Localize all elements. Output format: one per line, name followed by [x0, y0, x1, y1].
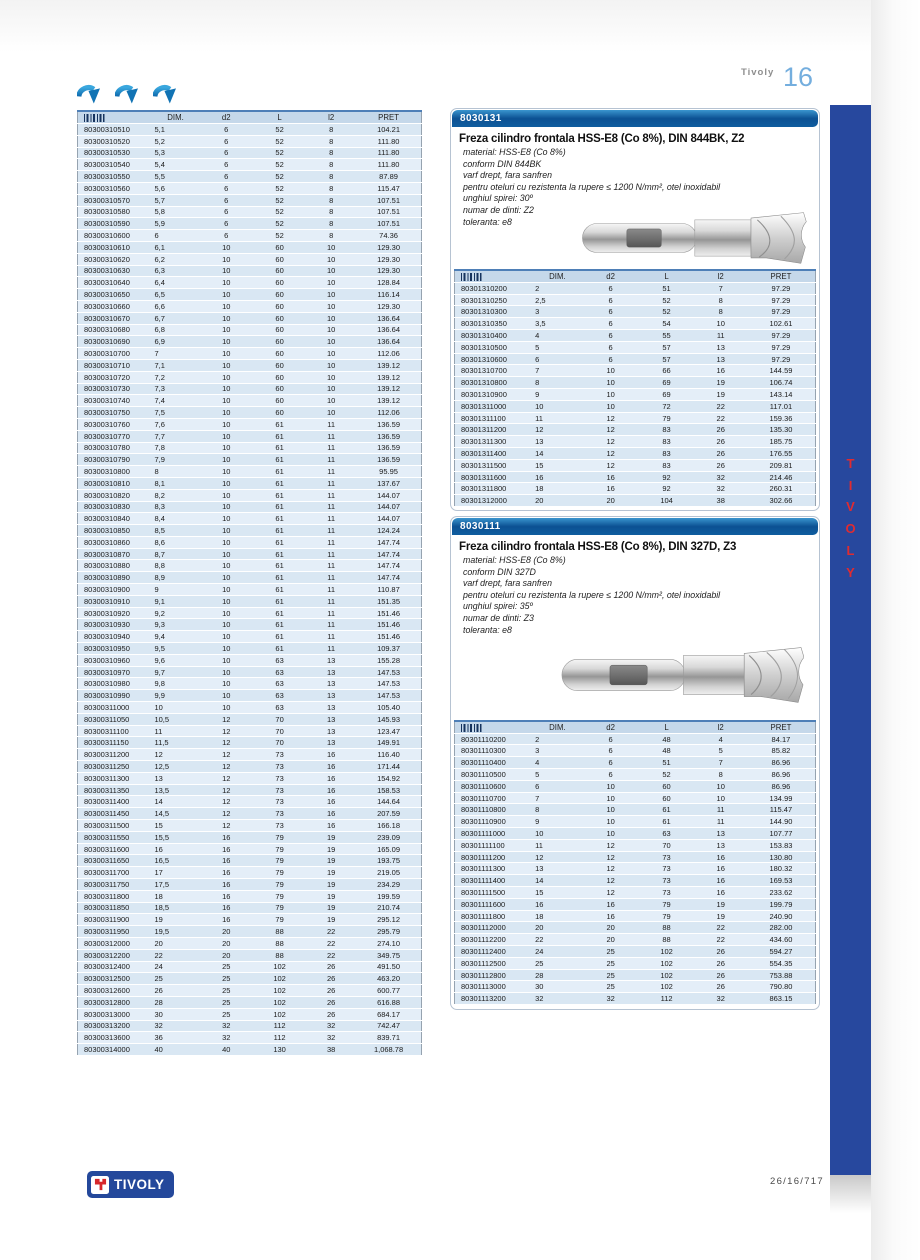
- table-row: 80300312200 22 20 88 22 349.75: [78, 949, 422, 961]
- table-row: 80300310730 7,3 10 60 10 139.12: [78, 383, 422, 395]
- table-row: 80301312000 20 20 104 38 302.66: [455, 495, 816, 507]
- col-l2: l2: [695, 721, 747, 734]
- table-row: 80300310710 7,1 10 60 10 139.12: [78, 359, 422, 371]
- col-l: L: [639, 270, 695, 283]
- table-row: 80300311550 15,5 16 79 19 239.09: [78, 831, 422, 843]
- table-row: 80301111400 14 12 73 16 169.53: [455, 875, 816, 887]
- table-row: 80300310910 9,1 10 61 11 151.35: [78, 595, 422, 607]
- sidebar-letter: Y: [846, 564, 855, 580]
- curved-down-arrow-icon: [77, 84, 100, 107]
- table-row: 80300310820 8,2 10 61 11 144.07: [78, 489, 422, 501]
- table-row: 80300310950 9,5 10 61 11 109.37: [78, 643, 422, 655]
- tivoly-logo: [87, 1171, 174, 1198]
- table-row: 80300310810 8,1 10 61 11 137.67: [78, 477, 422, 489]
- top-arrows-group: [77, 84, 176, 107]
- table-row: 80300311700 17 16 79 19 219.05: [78, 867, 422, 879]
- table-row: 80301110300 3 6 48 5 85.82: [455, 745, 816, 757]
- table-row: 80300310680 6,8 10 60 10 136.64: [78, 324, 422, 336]
- description-line: numar de dinti: Z2: [463, 204, 534, 215]
- end-mill-cutter-image: [569, 209, 817, 267]
- description-line: pentru oteluri cu rezistenta la rupere ≤ 1200 N/mm², otel inoxidabil: [463, 181, 721, 192]
- table-row: 80300311950 19,5 20 88 22 295.79: [78, 926, 422, 938]
- table-row: 80301311600 16 16 92 32 214.46: [455, 471, 816, 483]
- table-row: 80300310560 5,6 6 52 8 115.47: [78, 182, 422, 194]
- sidebar-letter: L: [846, 542, 855, 558]
- table-row: 80301310800 8 10 69 19 106.74: [455, 377, 816, 389]
- description-line: conform DIN 844BK: [463, 158, 542, 169]
- table-row: 80301111800 18 16 79 19 240.90: [455, 910, 816, 922]
- sidebar-letter: T: [846, 456, 855, 471]
- table-row: 80300310830 8,3 10 61 11 144.07: [78, 501, 422, 513]
- table-row: 80300310620 6,2 10 60 10 129.30: [78, 253, 422, 265]
- page-number: 16: [783, 62, 814, 92]
- table-row: 80300310970 9,7 10 63 13 147.53: [78, 666, 422, 678]
- curved-down-arrow-icon: [115, 84, 138, 107]
- table-row: 80300311150 11,5 12 70 13 149.91: [78, 737, 422, 749]
- description-line: material: HSS-E8 (Co 8%): [463, 147, 566, 157]
- table-row: 80300310610 6,1 10 60 10 129.30: [78, 241, 422, 253]
- table-row: 80301110800 8 10 61 11 115.47: [455, 804, 816, 816]
- table-header-row: [78, 111, 422, 124]
- table-row: 80301310350 3,5 6 54 10 102.61: [455, 318, 816, 330]
- barcode-icon: [461, 273, 483, 281]
- side-bar-shadow: [830, 1175, 871, 1213]
- table-row: 80301110900 9 10 61 11 144.90: [455, 816, 816, 828]
- table-row: 80300313600 36 32 112 32 839.71: [78, 1032, 422, 1044]
- table-row: 80301311800 18 16 92 32 260.31: [455, 483, 816, 495]
- tivoly-logo-text: TIVOLY: [114, 1177, 165, 1192]
- table-row: 80301110600 6 10 60 10 86.96: [455, 780, 816, 792]
- table-row: 80300310770 7,7 10 61 11 136.59: [78, 430, 422, 442]
- table-row: 80300310650 6,5 10 60 10 116.14: [78, 289, 422, 301]
- section-code-bar: 8030111: [452, 518, 818, 535]
- table-row: 80300311100 11 12 70 13 123.47: [78, 725, 422, 737]
- table-row: 80300310670 6,7 10 60 10 136.64: [78, 312, 422, 324]
- side-brand-bar: [830, 105, 871, 1175]
- table-row: 80300311500 15 12 73 16 166.18: [78, 820, 422, 832]
- table-row: 80300310880 8,8 10 61 11 147.74: [78, 560, 422, 572]
- table-row: 80300310840 8,4 10 61 11 144.07: [78, 513, 422, 525]
- table-row: 80300310980 9,8 10 63 13 147.53: [78, 678, 422, 690]
- table-row: 80300310900 9 10 61 11 110.87: [78, 584, 422, 596]
- table-row: 80301310200 2 6 51 7 97.29: [455, 282, 816, 294]
- description-line: material: HSS-E8 (Co 8%): [463, 555, 566, 565]
- col-l: L: [639, 721, 695, 734]
- table-row: 80301111600 16 16 79 19 199.79: [455, 898, 816, 910]
- table-row: 80301311000 10 10 72 22 117.01: [455, 400, 816, 412]
- table-row: 80300310550 5,5 6 52 8 87.89: [78, 171, 422, 183]
- table-row: 80300310510 5,1 6 52 8 104.21: [78, 124, 422, 136]
- table-row: 80301310700 7 10 66 16 144.59: [455, 365, 816, 377]
- table-row: 80300310690 6,9 10 60 10 136.64: [78, 336, 422, 348]
- table-row: 80301111200 12 12 73 16 130.80: [455, 851, 816, 863]
- description-line: unghiul spirei: 30º: [463, 193, 533, 204]
- table-row: 80300310640 6,4 10 60 10 128.84: [78, 277, 422, 289]
- table-header-row: [455, 270, 816, 283]
- table-row: 80300311300 13 12 73 16 154.92: [78, 772, 422, 784]
- col-l2: l2: [695, 270, 747, 283]
- table-row: 80300311600 16 16 79 19 165.09: [78, 843, 422, 855]
- barcode-icon: [461, 724, 483, 732]
- table-row: 80300310740 7,4 10 60 10 139.12: [78, 395, 422, 407]
- table-row: 80301111000 10 10 63 13 107.77: [455, 828, 816, 840]
- table-row: 80300310580 5,8 6 52 8 107.51: [78, 206, 422, 218]
- description-line: toleranta: e8: [463, 624, 512, 635]
- page-top-shading: [0, 0, 920, 58]
- description-line: conform DIN 327D: [463, 566, 536, 577]
- curved-down-arrow-icon: [153, 84, 176, 107]
- table-row: 80300312600 26 25 102 26 600.77: [78, 985, 422, 997]
- main-price-table: [77, 110, 422, 1056]
- barcode-icon: [84, 114, 106, 122]
- section-price-table: [454, 269, 816, 507]
- sidebar-letter: O: [845, 521, 856, 537]
- table-row: 80300310720 7,2 10 60 10 139.12: [78, 371, 422, 383]
- table-row: 80300310590 5,9 6 52 8 107.51: [78, 218, 422, 230]
- side-brand-letters: [830, 453, 871, 583]
- table-row: 80300310990 9,9 10 63 13 147.53: [78, 690, 422, 702]
- table-row: 80300310630 6,3 10 60 10 129.30: [78, 265, 422, 277]
- table-row: 80300312400 24 25 102 26 491.50: [78, 961, 422, 973]
- table-row: 80301310250 2,5 6 52 8 97.29: [455, 294, 816, 306]
- table-row: 80301310600 6 6 57 13 97.29: [455, 353, 816, 365]
- table-row: 80300310750 7,5 10 60 10 112.06: [78, 407, 422, 419]
- table-row: 80300311350 13,5 12 73 16 158.53: [78, 784, 422, 796]
- table-row: 80300310780 7,8 10 61 11 136.59: [78, 442, 422, 454]
- table-row: 80300311400 14 12 73 16 144.64: [78, 796, 422, 808]
- description-line: varf drept, fara sanfren: [463, 578, 552, 589]
- description-line: numar de dinti: Z3: [463, 612, 534, 623]
- table-row: 80301311100 11 12 79 22 159.36: [455, 412, 816, 424]
- table-row: 80300313200 32 32 112 32 742.47: [78, 1020, 422, 1032]
- col-dim: DIM.: [151, 111, 199, 124]
- section-description: [463, 555, 819, 636]
- table-row: 80300310930 9,3 10 61 11 151.46: [78, 619, 422, 631]
- table-row: 80300310540 5,4 6 52 8 111.80: [78, 159, 422, 171]
- description-line: toleranta: e8: [463, 216, 512, 227]
- table-row: 80301112000 20 20 88 22 282.00: [455, 922, 816, 934]
- table-row: 80301113200 32 32 112 32 863.15: [455, 993, 816, 1005]
- table-row: 80300312500 25 25 102 26 463.20: [78, 973, 422, 985]
- table-row: 80300314000 40 40 130 38 1,068.78: [78, 1044, 422, 1056]
- table-row: 80301310900 9 10 69 19 143.14: [455, 389, 816, 401]
- table-row: 80301112200 22 20 88 22 434.60: [455, 934, 816, 946]
- table-row: 80300310520 5,2 6 52 8 111.80: [78, 135, 422, 147]
- table-row: 80300311050 10,5 12 70 13 145.93: [78, 713, 422, 725]
- table-row: 80300311000 10 10 63 13 105.40: [78, 702, 422, 714]
- section-code-bar: 8030131: [452, 110, 818, 127]
- end-mill-cutter-image: [559, 639, 804, 711]
- table-row: 80301112400 24 25 102 26 594.27: [455, 946, 816, 958]
- product-section-8030111: [450, 516, 820, 1010]
- table-row: 80301110200 2 6 48 4 84.17: [455, 733, 816, 745]
- table-row: 80301111300 13 12 73 16 180.32: [455, 863, 816, 875]
- table-row: 80301111100 11 12 70 13 153.83: [455, 839, 816, 851]
- col-l: L: [253, 111, 306, 124]
- product-section-8030131: [450, 108, 820, 511]
- table-row: 80300311750 17,5 16 79 19 234.29: [78, 879, 422, 891]
- table-row: 80300311250 12,5 12 73 16 171.44: [78, 761, 422, 773]
- table-row: 80301311500 15 12 83 26 209.81: [455, 459, 816, 471]
- table-row: 80300310800 8 10 61 11 95.95: [78, 466, 422, 478]
- col-dim: DIM.: [532, 270, 583, 283]
- table-row: 80300310530 5,3 6 52 8 111.80: [78, 147, 422, 159]
- table-row: 80300312000 20 20 88 22 274.10: [78, 937, 422, 949]
- col-l2: l2: [306, 111, 356, 124]
- description-line: unghiul spirei: 35º: [463, 601, 533, 612]
- description-line: pentru oteluri cu rezistenta la rupere ≤ 1200 N/mm², otel inoxidabil: [463, 589, 721, 600]
- tivoly-logo-mark-icon: [91, 1176, 109, 1194]
- document-reference: 26/16/717: [770, 1176, 824, 1187]
- tivoly-red-glyph-icon: [94, 1178, 107, 1191]
- table-row: 80301110700 7 10 60 10 134.99: [455, 792, 816, 804]
- page-right-shading: [871, 0, 920, 1260]
- table-row: 80300310920 9,2 10 61 11 151.46: [78, 607, 422, 619]
- table-row: 80300310700 7 10 60 10 112.06: [78, 348, 422, 360]
- table-row: 80300310570 5,7 6 52 8 107.51: [78, 194, 422, 206]
- table-row: 80300310870 8,7 10 61 11 147.74: [78, 548, 422, 560]
- table-row: 80300310660 6,6 10 60 10 129.30: [78, 300, 422, 312]
- col-dim: DIM.: [532, 721, 583, 734]
- col-pret: PRET: [356, 111, 421, 124]
- table-row: 80301110400 4 6 51 7 86.96: [455, 757, 816, 769]
- table-row: 80300310850 8,5 10 61 11 124.24: [78, 525, 422, 537]
- section-price-table: [454, 720, 816, 1005]
- table-row: 80300310960 9,6 10 63 13 155.28: [78, 654, 422, 666]
- col-d2: d2: [583, 270, 639, 283]
- col-pret: PRET: [747, 270, 816, 283]
- table-row: 80300310940 9,4 10 61 11 151.46: [78, 631, 422, 643]
- table-row: 80300311650 16,5 16 79 19 193.75: [78, 855, 422, 867]
- table-header-row: [455, 721, 816, 734]
- table-row: 80300313000 30 25 102 26 684.17: [78, 1008, 422, 1020]
- table-row: 80301110500 5 6 52 8 86.96: [455, 769, 816, 781]
- section-title: Freza cilindro frontala HSS-E8 (Co 8%), DIN 327D, Z3: [459, 541, 737, 553]
- description-line: varf drept, fara sanfren: [463, 170, 552, 181]
- table-row: 80300311850 18,5 16 79 19 210.74: [78, 902, 422, 914]
- table-row: 80301112500 25 25 102 26 554.35: [455, 957, 816, 969]
- table-row: 80300310760 7,6 10 61 11 136.59: [78, 418, 422, 430]
- table-row: 80301112800 28 25 102 26 753.88: [455, 969, 816, 981]
- col-d2: d2: [583, 721, 639, 734]
- table-row: 80300311450 14,5 12 73 16 207.59: [78, 808, 422, 820]
- sidebar-letter: I: [848, 477, 853, 493]
- table-row: 80301111500 15 12 73 16 233.62: [455, 887, 816, 899]
- page-header-brand: Tivoly: [741, 67, 775, 78]
- table-row: 80300311200 12 12 73 16 116.40: [78, 749, 422, 761]
- table-row: 80301311200 12 12 83 26 135.30: [455, 424, 816, 436]
- table-row: 80300310860 8,6 10 61 11 147.74: [78, 536, 422, 548]
- table-row: 80301311400 14 12 83 26 176.55: [455, 448, 816, 460]
- table-row: 80301311300 13 12 83 26 185.75: [455, 436, 816, 448]
- sidebar-letter: V: [846, 499, 855, 515]
- table-row: 80300310790 7,9 10 61 11 136.59: [78, 454, 422, 466]
- col-d2: d2: [200, 111, 253, 124]
- table-row: 80300312800 28 25 102 26 616.88: [78, 996, 422, 1008]
- section-title: Freza cilindro frontala HSS-E8 (Co 8%), DIN 844BK, Z2: [459, 133, 745, 145]
- col-pret: PRET: [747, 721, 816, 734]
- table-row: 80300311900 19 16 79 19 295.12: [78, 914, 422, 926]
- table-row: 80301310500 5 6 57 13 97.29: [455, 341, 816, 353]
- table-row: 80301113000 30 25 102 26 790.80: [455, 981, 816, 993]
- table-row: 80301310300 3 6 52 8 97.29: [455, 306, 816, 318]
- table-row: 80300310890 8,9 10 61 11 147.74: [78, 572, 422, 584]
- table-row: 80301310400 4 6 55 11 97.29: [455, 330, 816, 342]
- table-row: 80300310600 6 6 52 8 74.36: [78, 230, 422, 242]
- table-row: 80300311800 18 16 79 19 199.59: [78, 890, 422, 902]
